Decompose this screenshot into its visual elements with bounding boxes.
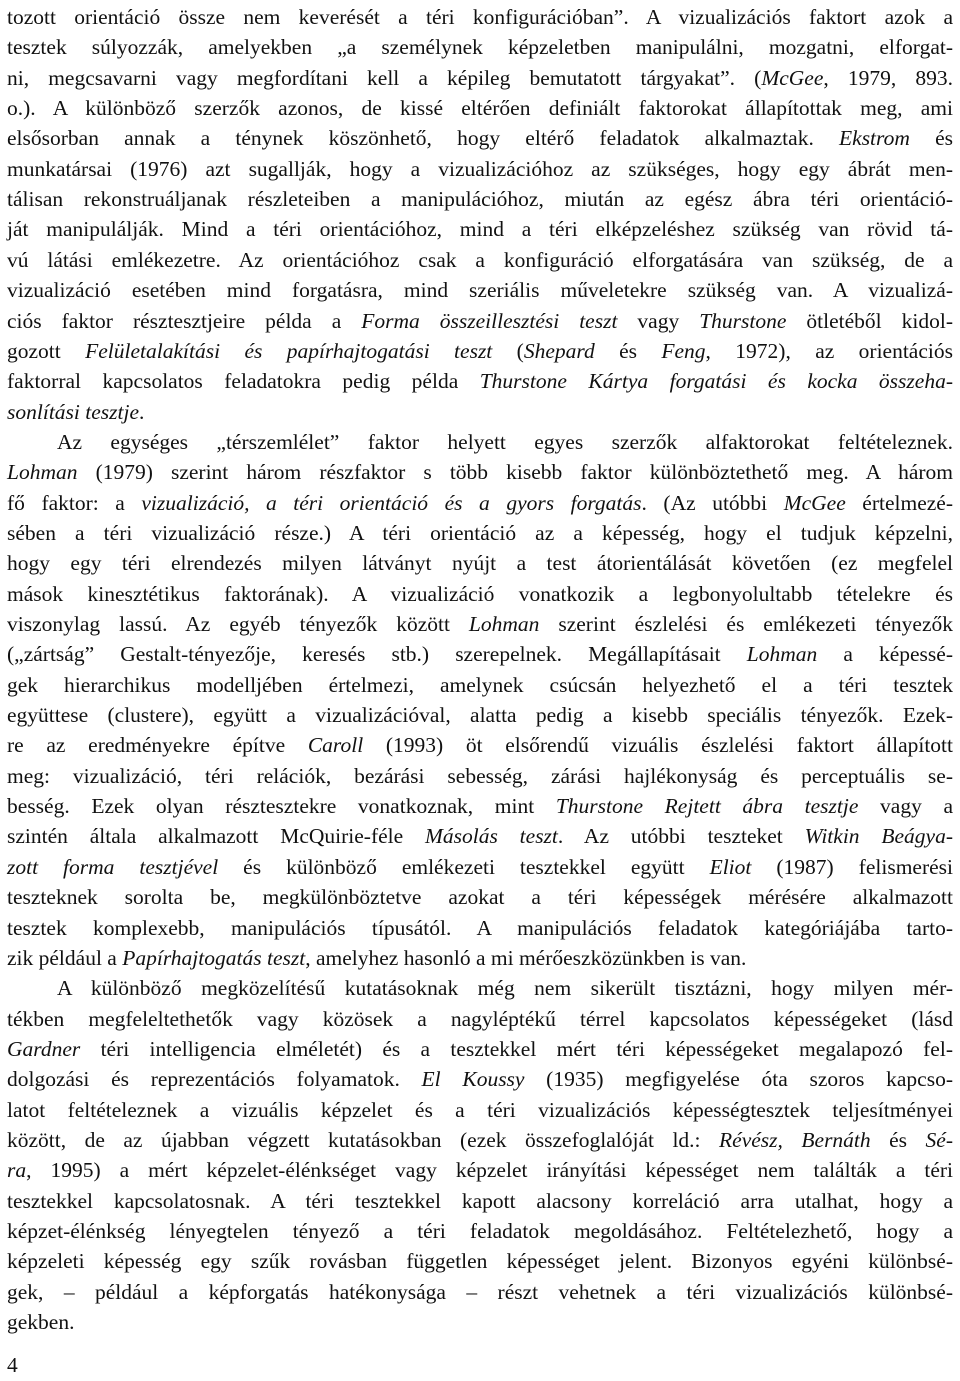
text-line	[7, 1216, 953, 1246]
body-text: vú látási emlékezetre. Az orientációhoz csak a konfiguráció elforgatására van szükség, de a	[7, 247, 953, 272]
italic-text: Thurstone Kártya forgatási és kocka összeha-	[479, 369, 953, 394]
body-text: és	[909, 126, 953, 151]
body-text: képzeleti képesség egy szűk rovásban független képességet jelent. Bizonyos egyéni különbsé-	[7, 1249, 953, 1274]
text-line	[7, 1095, 953, 1125]
text-line	[7, 1155, 953, 1185]
body-text: besség. Ezek olyan résztesztekre vonatkoznak, mint	[7, 794, 556, 819]
body-text: gozott	[7, 338, 86, 363]
italic-text: Lohman	[7, 460, 78, 485]
body-text: hogy egy téri elrendezés milyen látványt nyújt a test átorientálását követően (ez megfelel	[7, 551, 953, 576]
body-text: ni, megcsavarni vagy megfordítani kell a képileg bemutatott tárgyakat”. (	[7, 65, 762, 90]
italic-text: Feng	[661, 338, 706, 363]
body-text: szintén általa alkalmazott McQuirie-féle	[7, 824, 425, 849]
text-line	[7, 427, 953, 457]
body-text: sében a téri vizualizáció része.) A téri orientáció az a képesség, hogy el tudjuk képzelni,	[7, 520, 953, 545]
body-text: (1935) megfigyelése óta szoros kapcso-	[524, 1067, 953, 1092]
text-line	[7, 123, 953, 153]
page-number: 4	[7, 1353, 18, 1377]
text-line	[7, 579, 953, 609]
text-line	[7, 457, 953, 487]
body-text: tesztekkel kapcsolatosnak. A téri tesztekkel kapott alacsony korreláció arra utalhat, hogy a	[7, 1188, 953, 1213]
text-line	[7, 1034, 953, 1064]
italic-text: Másolás teszt	[424, 824, 558, 849]
body-text: (1979) szerint három részfaktor s több kisebb faktor különböztethető meg. A három	[77, 460, 953, 485]
text-line	[7, 609, 953, 639]
body-text: vagy a	[858, 794, 953, 819]
text-line	[7, 245, 953, 275]
italic-text: zott forma tesztjével	[7, 854, 219, 879]
text-line	[7, 1004, 953, 1034]
text-line	[7, 306, 953, 336]
italic-text: Gardner	[7, 1036, 81, 1061]
body-text: , 1979, 893.	[823, 65, 953, 90]
body-text: között, de az újabban végzett kutatásokban (ezek összefoglalóját ld.:	[7, 1127, 720, 1152]
body-text: ját manipulálják. Mind a téri orientációhoz, mind a téri elképzeléshez szükség van rövid tá-	[7, 217, 953, 242]
text-line	[7, 1277, 953, 1307]
text-line	[7, 32, 953, 62]
body-text: és	[594, 338, 662, 363]
body-text: ötletéből kidol-	[786, 308, 953, 333]
body-text: értelmezé-	[845, 490, 954, 515]
italic-text: McGee	[783, 490, 846, 515]
body-text: mások kinesztétikus faktorának). A vizualizáció vonatkozik a legbonyolultabb tételekre és	[7, 581, 953, 606]
text-line	[7, 913, 953, 943]
italic-text: Forma összeillesztési teszt	[361, 308, 618, 333]
body-text: o.). A különböző szerzők azonos, de kissé eltérően definiált faktorokat állapítottak meg, ami	[7, 96, 953, 121]
body-text: fő faktor: a	[7, 490, 142, 515]
italic-text: Lohman	[468, 612, 540, 636]
body-text: és	[870, 1127, 926, 1152]
body-text: munkatársai (1976) azt sugallják, hogy a vizualizációhoz az szükséges, hogy egy ábrát men-	[7, 156, 953, 181]
text-line	[7, 1186, 953, 1216]
body-text: Az egységes „térszemlélet” faktor helyett egyes szerzők alfaktorokat feltételeznek.	[57, 429, 953, 454]
text-line	[7, 488, 953, 518]
italic-text: sonlítási tesztje	[7, 399, 139, 424]
text-line	[7, 821, 953, 851]
text-line	[7, 93, 953, 123]
body-text: gek, – például a képforgatás hatékonysága – részt vehetnek a téri vizualizációs különbsé-	[7, 1279, 953, 1304]
text-line	[7, 336, 953, 366]
italic-text: El Koussy	[421, 1067, 525, 1092]
italic-text: Ekstrom	[839, 126, 910, 151]
text-line	[7, 1125, 953, 1155]
italic-text: Thurstone	[699, 308, 787, 333]
italic-text: Witkin Beágya-	[804, 824, 953, 849]
body-text: , 1995) a mért képzelet-élénkséget vagy képzelet irányítási képességet nem találták a téri	[26, 1158, 953, 1183]
text-line	[7, 882, 953, 912]
text-line	[7, 366, 953, 396]
text-line	[7, 730, 953, 760]
text-line	[7, 184, 953, 214]
italic-text: Shepard	[523, 338, 595, 363]
body-text: a képessé-	[817, 642, 953, 667]
text-line	[7, 518, 953, 548]
body-text: téri intelligencia elméletét) és a tesztekkel mért téri képességeket megalapozó fel-	[80, 1036, 953, 1061]
italic-text: vizualizáció, a téri orientáció és a gyors forgatás	[141, 490, 642, 515]
body-text: tesztek komplexebb, manipulációs típusától. A manipulációs feladatok kategóriájába tarto-	[7, 915, 953, 940]
text-line	[7, 761, 953, 791]
body-text: latot feltételeznek a vizuális képzelet és a téri vizualizációs képességtesztek teljesítményei	[7, 1097, 953, 1122]
text-line	[7, 397, 953, 427]
italic-text: Caroll	[307, 733, 364, 758]
italic-text: ra	[7, 1158, 27, 1183]
body-text: , 1972), az orientációs	[705, 338, 953, 363]
italic-text: Sé-	[925, 1127, 953, 1152]
text-line	[7, 1307, 953, 1337]
body-text: és különböző emlékezeti tesztekkel együtt	[218, 854, 710, 879]
body-text: (1987) felismerési	[751, 854, 953, 879]
body-text: ciós faktor résztesztjeire példa a	[7, 308, 362, 333]
text-line	[7, 2, 953, 32]
italic-text: Eliot	[709, 854, 752, 879]
body-text: („zártság” Gestalt-tényezője, keresés stb.) szerepelnek. Megállapításait	[7, 642, 747, 667]
italic-text: Felületalakítási és papírhajtogatási teszt	[85, 338, 493, 363]
text-line	[7, 154, 953, 184]
body-text: meg: vizualizáció, téri relációk, bezárási sebesség, zárási hajlékonyság és perceptuális se-	[7, 763, 953, 788]
body-text: tékben megfeleltethetők vagy közösek a nagyléptékű térrel kapcsolatos képességeket (lásd	[7, 1006, 953, 1031]
text-line	[7, 214, 953, 244]
body-text: szerint észlelési és emlékezeti tényezők	[539, 612, 953, 636]
body-text: , amelyhez hasonló a mi mérőeszközünkben is van.	[305, 945, 747, 970]
text-line	[7, 63, 953, 93]
italic-text: Révész, Bernáth	[719, 1127, 871, 1152]
text-line	[7, 700, 953, 730]
body-text: vagy	[617, 308, 700, 333]
body-text: együttese (clustere), együtt a vizualizációval, alatta pedig a kisebb speciális tényezők. Ezek-	[7, 703, 953, 728]
body-text: . (Az utóbbi	[641, 490, 784, 515]
text-line	[7, 1246, 953, 1276]
body-text: képzet-élénkség lényegtelen tényező a téri feladatok megoldásához. Feltételezhető, hogy a	[7, 1219, 953, 1243]
body-text: zik például a	[7, 945, 123, 970]
body-text: A különböző megközelítésű kutatásoknak még nem sikerült tisztázni, hogy milyen mér-	[57, 976, 953, 1001]
text-line	[7, 852, 953, 882]
text-line	[7, 639, 953, 669]
text-line	[7, 1064, 953, 1094]
body-text: (1993) öt elsőrendű vizuális észlelési faktort állapított	[363, 733, 954, 758]
text-line	[7, 791, 953, 821]
body-text: viszonylag lassú. Az egyéb tényezők között	[7, 612, 469, 636]
body-text: gek hierarchikus modelljében értelmezi, amelynek csúcsán helyezhető el a téri tesztek	[7, 672, 953, 697]
text-line	[7, 973, 953, 1003]
body-text: tesztek súlyozzák, amelyekben „a személynek képzeletben manipulálni, mozgatni, elforgat-	[7, 35, 953, 60]
body-text: elsősorban annak a ténynek köszönhető, hogy eltérő feladatok alkalmaztak.	[7, 126, 840, 151]
body-text: teszteknek sorolta be, megkülönböztetve azokat a téri képességek mérésére alkalmazott	[7, 885, 953, 910]
text-line	[7, 548, 953, 578]
text-line	[7, 275, 953, 305]
body-text: re az eredményekre építve	[7, 733, 308, 758]
body-text: vizualizáció esetében mind forgatásra, mind szeriális műveletekre szükség van. A vizualizá-	[7, 278, 953, 303]
body-text: dolgozási és reprezentációs folyamatok.	[7, 1067, 422, 1092]
body-text: faktorral kapcsolatos feladatokra pedig példa	[7, 369, 480, 394]
body-text: gekben.	[7, 1310, 75, 1335]
italic-text: Lohman	[746, 642, 818, 667]
italic-text: Papírhajtogatás teszt	[122, 945, 306, 970]
body-text: . Az utóbbi teszteket	[557, 824, 805, 849]
text-line	[7, 943, 953, 973]
italic-text: McGee	[761, 65, 824, 90]
body-text: .	[139, 399, 145, 424]
body-text: tozott orientáció össze nem keverését a téri konfigurációban”. A vizualizációs faktort azok a	[7, 5, 953, 29]
body-text: tálisan rekonstruáljanak részleteiben a manipulációhoz, miután az egész ábra téri orientáció-	[7, 187, 953, 212]
body-text: (	[492, 338, 524, 363]
text-line	[7, 670, 953, 700]
italic-text: Thurstone Rejtett ábra tesztje	[555, 794, 859, 819]
